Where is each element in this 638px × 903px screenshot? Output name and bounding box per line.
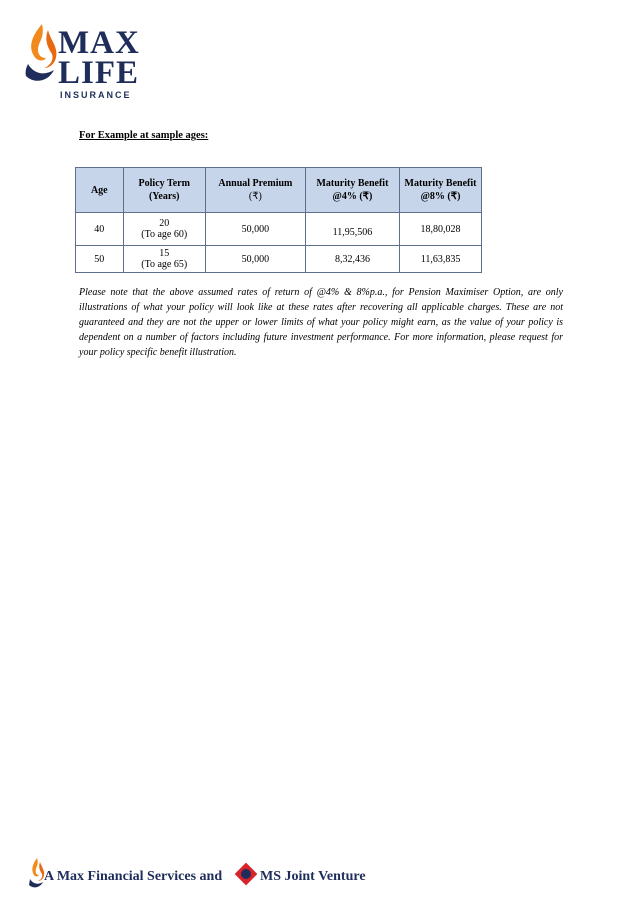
section-heading: For Example at sample ages: — [79, 130, 209, 141]
cell-term-note: (To age 60) — [141, 229, 188, 240]
flame-icon — [22, 20, 62, 90]
ms-logo-icon — [234, 862, 258, 886]
cell-benefit-4: 11,95,506 — [305, 213, 399, 246]
header-term-line2: (Years) — [148, 191, 180, 202]
header-annual-premium — [205, 168, 305, 213]
logo-line-insurance: INSURANCE — [60, 90, 132, 100]
footer-text-max: A Max Financial Services and — [44, 869, 223, 884]
table-header-row — [76, 168, 482, 213]
benefit-illustration-table — [75, 167, 482, 273]
cell-term — [123, 213, 205, 246]
header-maturity-benefit-4 — [305, 168, 399, 213]
header-premium-line2: (₹) — [248, 191, 262, 202]
cell-benefit-8: 18,80,028 — [400, 213, 482, 246]
header-b8-line2: @8% (₹) — [420, 191, 461, 202]
cell-premium: 50,000 — [205, 246, 305, 273]
cell-term-note: (To age 65) — [141, 259, 188, 270]
cell-term-years: 20 — [159, 218, 170, 229]
logo-line-max: MAX — [58, 25, 140, 61]
header-b4-line2: @4% (₹) — [332, 191, 373, 202]
logo-line-life: LIFE — [58, 55, 140, 91]
cell-term — [123, 246, 205, 273]
header-premium-line1: Annual Premium — [218, 178, 293, 189]
table-row — [76, 246, 482, 273]
cell-age: 50 — [76, 246, 124, 273]
header-maturity-benefit-8 — [400, 168, 482, 213]
cell-term-years: 15 — [159, 248, 170, 259]
disclaimer-note: Please note that the above assumed rates of return of @4% & 8%p.a., for Pension Maximiser Option, are only illustrations of what your policy will look like at these rates after recovering all applicable charges. These are not guaranteed and they are not the upper or lower limits of what your policy might earn, as the value of your policy is dependent on a number of factors including future investment performance. For more information, please request for your policy specific benefit illustration. — [79, 287, 563, 358]
table-row — [76, 213, 482, 246]
cell-benefit-4: 8,32,436 — [305, 246, 399, 273]
header-term-line1: Policy Term — [138, 178, 190, 189]
header-b4-line1: Maturity Benefit — [316, 178, 389, 189]
cell-premium: 50,000 — [205, 213, 305, 246]
header-b8-line1: Maturity Benefit — [404, 178, 477, 189]
footer-text-ms: MS Joint Venture — [260, 869, 366, 884]
header-age-label: Age — [90, 184, 108, 196]
cell-age: 40 — [76, 213, 124, 246]
header-policy-term — [123, 168, 205, 213]
header-age — [76, 168, 124, 213]
footer-joint-venture — [28, 856, 408, 892]
max-life-logo — [22, 20, 152, 102]
cell-benefit-8: 11,63,835 — [400, 246, 482, 273]
